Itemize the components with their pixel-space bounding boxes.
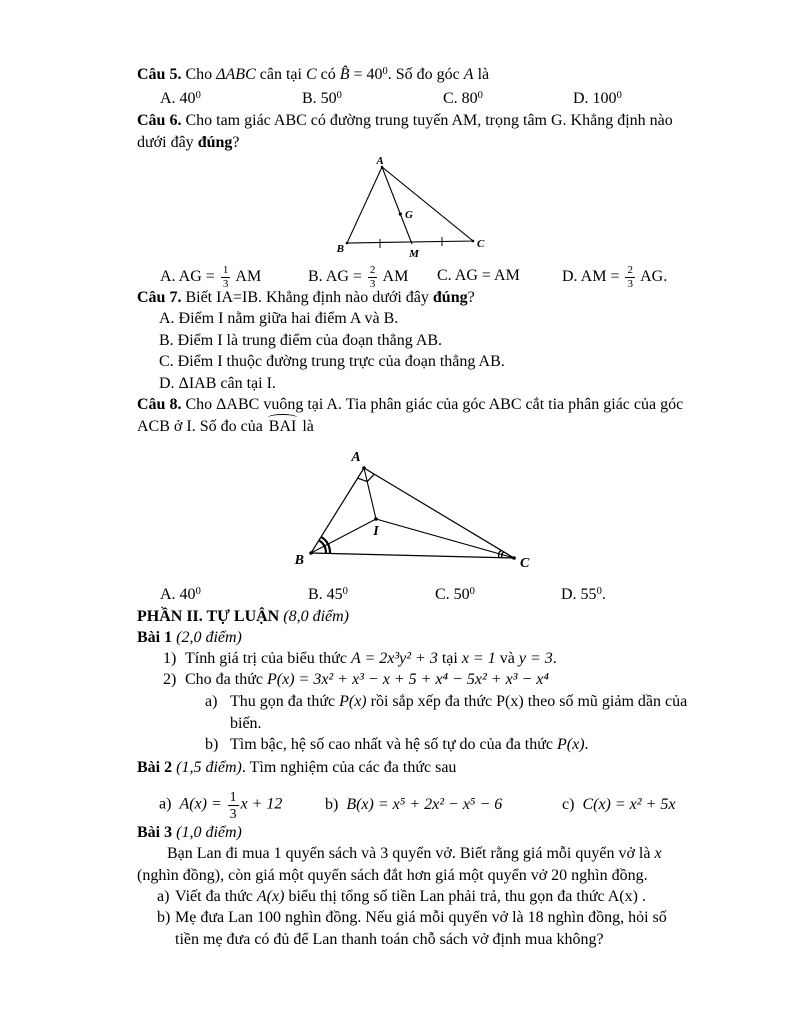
- math-b-hat: B̂: [339, 66, 350, 83]
- vertex-c-point: [512, 556, 516, 560]
- question-5-text: có: [316, 66, 340, 83]
- centroid-g-point: [399, 212, 402, 215]
- label-c: C: [477, 238, 485, 250]
- exercise-1-title: Bài 1: [137, 629, 173, 646]
- vertex-b-point: [309, 551, 313, 555]
- question-5-text: . Số đo góc: [387, 66, 464, 83]
- math-a: A: [463, 66, 474, 83]
- triangle-incenter-figure: [292, 448, 542, 578]
- question-5-options: [137, 88, 712, 110]
- part-2-points: (8,0 điểm): [279, 608, 349, 625]
- vertex-b-point: [346, 242, 349, 245]
- question-6: [137, 110, 689, 153]
- question-7-text: Biết IA=IB. Khẳng định nào dưới đây: [181, 289, 433, 306]
- bisector-bi: [311, 519, 376, 553]
- exercise-1-item-2: 2) Cho đa thức P(x) = 3x² + x³ − x + 5 + x⁴ − 5x² + x³ − x⁴: [137, 669, 715, 691]
- bisector-ci: [376, 519, 514, 558]
- triangle-median-figure: [330, 156, 505, 264]
- exercise-2-item-b: b) B(x) = x⁵ + 2x² − x⁵ − 6: [325, 796, 503, 814]
- segment-ai: [364, 468, 376, 519]
- option-c: C. AG = AM: [437, 267, 520, 284]
- item-marker: 2): [163, 671, 177, 688]
- part-2-heading: [137, 606, 689, 628]
- question-8-text: là: [298, 417, 314, 435]
- question-7: [137, 287, 689, 309]
- exercise-3-item-b: b) Mẹ đưa Lan 100 nghìn đồng. Nếu giá mỗi quyển vở là 18 nghìn đồng, hỏi số tiền mẹ đưa có đủ để Lan thanh toán chỗ sách vở định mua không?: [157, 907, 689, 950]
- exercise-3-paragraph: Bạn Lan đi mua 1 quyển sách và 3 quyển vở. Biết rằng giá mỗi quyển vở là x (nghìn đồng), còn giá một quyển sách đắt hơn giá một quyển vở 20 nghìn đồng.: [137, 845, 662, 884]
- math-triangle-abc: ΔABC: [216, 66, 256, 83]
- option-a: A. AG = $\frac{1}{3}$ AM: [160, 264, 262, 290]
- angle-bai-with-hat: BAI: [267, 416, 299, 438]
- label-a: A: [376, 156, 384, 167]
- item-marker: b): [157, 909, 171, 926]
- item-marker: a): [205, 693, 218, 710]
- question-6-label: Câu 6.: [137, 112, 182, 129]
- item-marker: b): [205, 736, 219, 753]
- question-8: [137, 394, 689, 437]
- option-b: B. AG = $\frac{2}{3}$ AM: [308, 264, 409, 290]
- exercise-2-points: (1,5 điểm): [172, 759, 242, 776]
- exercise-1-item-2b: b) Tìm bậc, hệ số cao nhất và hệ số tự do của đa thức P(x).: [205, 734, 689, 756]
- question-7-option-c: C. Điểm I thuộc đường trung trực của đoạn thẳng AB.: [159, 353, 505, 370]
- label-c: C: [520, 556, 530, 571]
- degree-superscript: 0: [382, 66, 388, 77]
- exercise-3-title: Bài 3: [137, 824, 173, 841]
- option-d: D. $100^0$: [573, 90, 622, 107]
- label-b: B: [294, 553, 304, 568]
- option-d: D. $55^0$.: [561, 586, 606, 603]
- option-b: B. $50^0$: [302, 90, 342, 107]
- question-5: [137, 64, 689, 86]
- triangle-abc-outline: [311, 468, 514, 558]
- exercise-1-heading: [137, 627, 689, 649]
- label-m: M: [409, 248, 419, 260]
- exercise-2-item-a: a) A(x) = $\frac{1}{3}$ x + 12: [159, 789, 283, 821]
- math-c: C: [305, 66, 317, 83]
- question-6-text: ?: [232, 133, 240, 151]
- item-marker: 1): [163, 650, 177, 667]
- exercise-3-points: (1,0 điểm): [172, 824, 242, 841]
- vertex-a-point: [362, 466, 366, 470]
- exercise-2-title: Bài 2: [137, 759, 173, 776]
- question-5-text: = 40: [349, 66, 383, 83]
- question-8-label: Câu 8.: [137, 396, 182, 413]
- label-g: G: [405, 209, 413, 221]
- exercise-2-text: . Tìm nghiệm của các đa thức sau: [241, 759, 457, 776]
- item-marker: a): [157, 888, 170, 905]
- question-5-text: là: [473, 66, 490, 83]
- label-b: B: [336, 243, 344, 255]
- option-d: D. AM = $\frac{2}{3}$ AG.: [562, 264, 668, 290]
- exercise-2-heading: [137, 757, 689, 779]
- label-i: I: [373, 524, 379, 539]
- question-6-text: Cho tam giác ABC có đường trung tuyến AM, trọng tâm G. Khẳng định nào dưới đây: [137, 112, 673, 151]
- question-7-option-a: A. Điểm I nằm giữa hai điểm A và B.: [159, 310, 399, 327]
- question-7-text: ?: [467, 289, 475, 306]
- option-c: C. $80^0$: [443, 90, 483, 107]
- option-c: C. $50^0$: [435, 586, 475, 603]
- incenter-i-point: [374, 517, 378, 521]
- triangle-abc-outline: [347, 167, 473, 243]
- option-a: A. $40^0$: [160, 586, 201, 603]
- question-5-label: Câu 5.: [137, 66, 182, 83]
- exercise-1-item-1: 1) Tính giá trị của biểu thức A = 2x³y² + 3 tại x = 1 và y = 3.: [137, 648, 715, 670]
- question-5-text: cân tại: [255, 66, 306, 83]
- vertex-c-point: [472, 240, 475, 243]
- question-7-label: Câu 7.: [137, 289, 182, 306]
- part-2-title: PHẦN II. TỰ LUẬN: [137, 608, 280, 625]
- exercise-1-item-2a: a) Thu gọn đa thức P(x) rồi sắp xếp đa thức P(x) theo số mũ giảm dần của biến.: [205, 691, 689, 734]
- exercise-3-heading: [137, 822, 689, 844]
- question-5-text: Cho: [181, 66, 217, 83]
- exercise-2-items: [137, 790, 711, 820]
- exercise-1-points: (2,0 điểm): [172, 629, 242, 646]
- exercise-3-item-a: a) Viết đa thức A(x) biểu thị tổng số tiền Lan phải trả, thu gọn đa thức A(x) .: [157, 886, 689, 908]
- question-8-text: Cho ΔABC vuông tại A. Tia phân giác của góc ABC cắt tia phân giác của góc ACB ở I. Số đo của: [137, 396, 684, 435]
- option-b: B. $45^0$: [308, 586, 348, 603]
- exercise-2-item-c: c) C(x) = x² + 5x: [562, 796, 676, 814]
- emphasis-dung: đúng: [432, 289, 468, 306]
- question-7-option-d: D. ΔIAB cân tại I.: [159, 375, 276, 392]
- question-7-option-b: B. Điểm I là trung điểm của đoạn thẳng AB.: [159, 332, 443, 349]
- label-a: A: [351, 450, 361, 465]
- question-8-options: [137, 584, 712, 606]
- option-a: A. $40^0$: [160, 90, 201, 107]
- emphasis-dung: đúng: [197, 133, 233, 151]
